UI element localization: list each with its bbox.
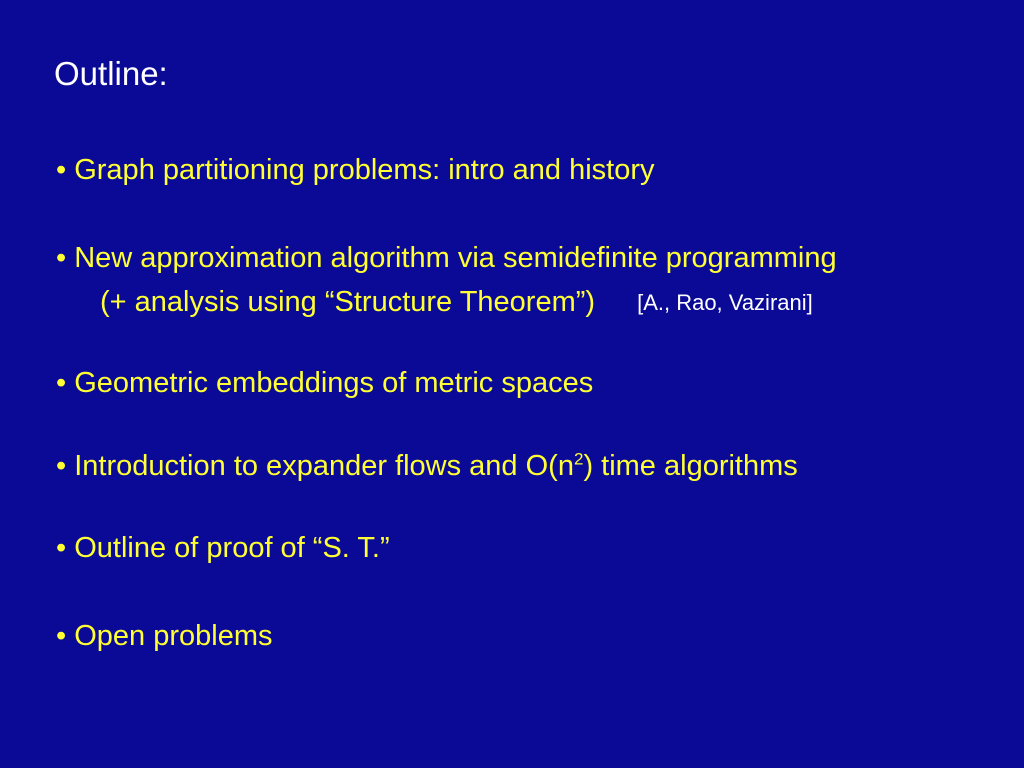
bullet-item-graph-partitioning xyxy=(56,152,655,188)
bullet-text: Graph partitioning problems: intro and history xyxy=(74,154,655,186)
bullet-marker: • xyxy=(56,450,67,482)
bullet-marker: • xyxy=(56,154,67,186)
bullet-text-before: Introduction to expander flows and O(n xyxy=(74,450,574,482)
bullet-text: Open problems xyxy=(74,620,273,652)
bullet-item-open-problems xyxy=(56,618,273,654)
bullet-item-proof-outline xyxy=(56,530,390,566)
bullet-text: Outline of proof of “S. T.” xyxy=(74,532,390,564)
slide-title: Outline: xyxy=(54,55,168,92)
superscript: 2 xyxy=(573,449,584,469)
continuation-text: (+ analysis using “Structure Theorem”) xyxy=(100,286,596,318)
bullet-item-geometric-embeddings xyxy=(56,365,593,401)
bullet-text: Geometric embeddings of metric spaces xyxy=(74,367,594,399)
bullet-marker: • xyxy=(56,367,67,399)
bullet-text-after: ) time algorithms xyxy=(583,450,798,482)
bullet-marker: • xyxy=(56,532,67,564)
citation: [A., Rao, Vazirani] xyxy=(637,290,813,315)
bullet-marker: • xyxy=(56,242,67,274)
bullet-item-approximation-algorithm xyxy=(56,240,837,276)
bullet-item-expander-flows xyxy=(56,448,798,484)
bullet-text: New approximation algorithm via semidefinite programming xyxy=(74,242,837,274)
bullet-continuation-structure-theorem xyxy=(100,284,813,322)
bullet-marker: • xyxy=(56,620,67,652)
